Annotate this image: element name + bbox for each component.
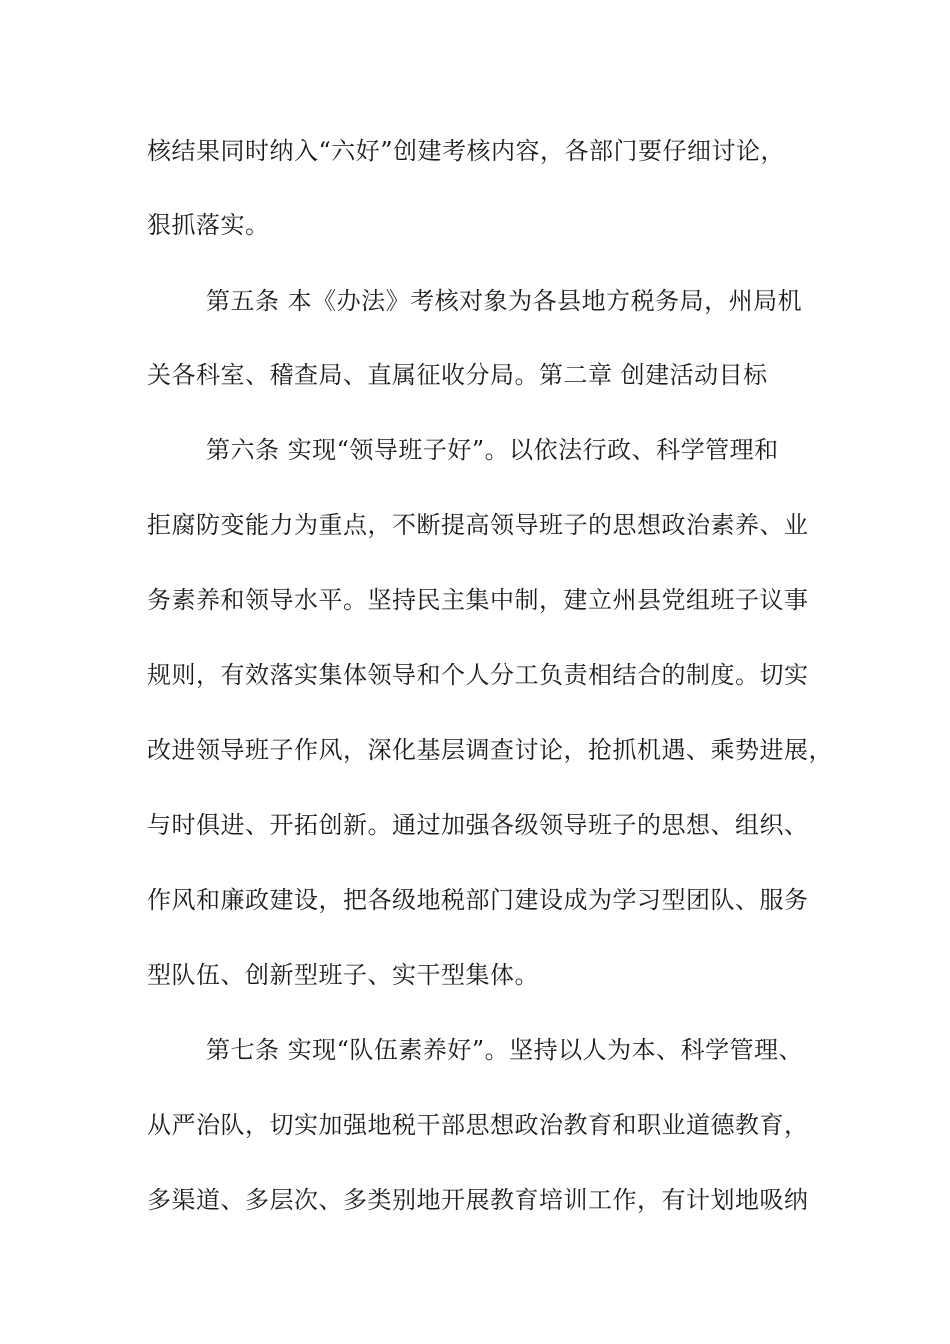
article-7-line: 第七条 实现“队伍素养好”。坚持以人为本、科学管理、 — [206, 1036, 804, 1064]
text-line: 核结果同时纳入“六好”创建考核内容，各部门要仔细讨论， — [147, 137, 786, 165]
text-line: 从严治队，切实加强地税干部思想政治教育和职业道德教育， — [147, 1111, 809, 1139]
text-line: 拒腐防变能力为重点，不断提高领导班子的思想政治素养、业 — [147, 511, 809, 539]
text-line: 型队伍、创新型班子、实干型集体。 — [147, 961, 539, 989]
text-line: 改进领导班子作风，深化基层调查讨论，抢抓机遇、乘势进展， — [147, 736, 833, 764]
text-line: 与时俱进、开拓创新。通过加强各级领导班子的思想、组织、 — [147, 811, 809, 839]
article-5-line: 第五条 本《办法》考核对象为各县地方税务局，州局机 — [206, 287, 803, 315]
text-line: 狠抓落实。 — [147, 211, 270, 239]
text-line: 多渠道、多层次、多类别地开展教育培训工作，有计划地吸纳 — [147, 1186, 809, 1214]
text-line: 务素养和领导水平。坚持民主集中制，建立州县党组班子议事 — [147, 586, 809, 614]
text-line: 关各科室、稽查局、直属征收分局。第二章 创建活动目标 — [147, 361, 768, 389]
text-line: 作风和廉政建设，把各级地税部门建设成为学习型团队、服务 — [147, 886, 809, 914]
text-line: 规则，有效落实集体领导和个人分工负责相结合的制度。切实 — [147, 661, 809, 689]
article-6-line: 第六条 实现“领导班子好”。以依法行政、科学管理和 — [206, 436, 779, 464]
